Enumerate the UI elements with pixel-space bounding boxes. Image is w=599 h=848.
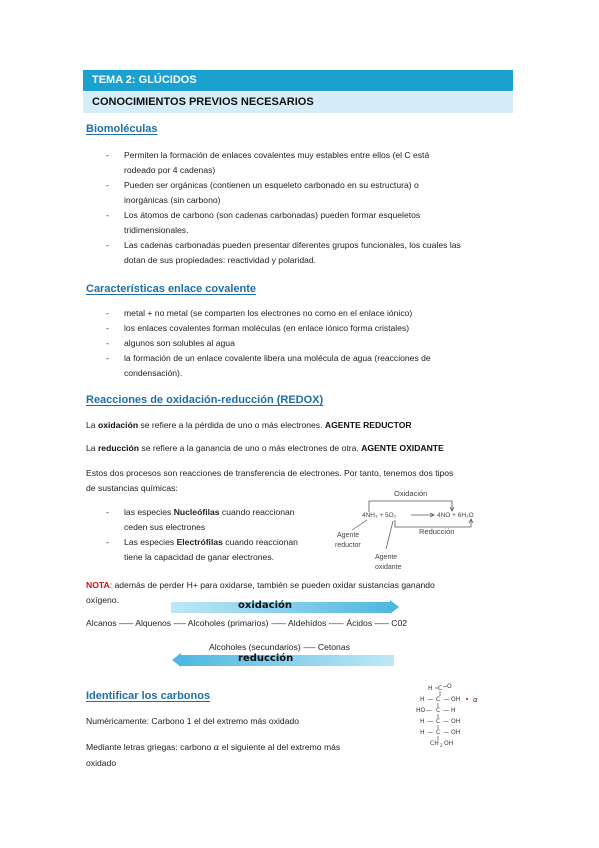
list-item: - las especies Nucleófilas cuando reaccionan ceden sus electrones	[106, 505, 331, 535]
section-title-carbonos: Identificar los carbonos	[86, 690, 211, 702]
oxidation-chain: Alcanos ––– Alquenos -–– Alcoholes (primarios) -––- Aldehídos -––- Ácidos ––– C02	[86, 618, 408, 628]
svg-text:C: C	[436, 707, 441, 714]
pointer-line	[386, 521, 393, 549]
griegas-paragraph: Mediante letras griegas: carbono α el siguiente al del extremo más oxidado	[86, 742, 341, 768]
list-item: - Las cadenas carbonadas pueden presentar diferentes grupos funcionales, los cuales las dotan de sus propiedades: reactividad y polaridad.	[106, 238, 516, 268]
alpha-label: α	[473, 696, 478, 704]
svg-text:—: —	[443, 696, 449, 703]
svg-text:C: C	[436, 718, 441, 725]
svg-text:—: —	[427, 718, 433, 725]
transferencia-paragraph: Estos dos procesos son reacciones de transferencia de electrones. Por tanto, tenemos dos tipos de sustancias químicas:	[86, 468, 454, 493]
list-item: - Las especies Electrófilas cuando reaccionan tiene la capacidad de ganar electrones.	[106, 535, 331, 565]
diagram-reactants: 4NH₃ + 5O₂	[362, 512, 397, 519]
section-title-biomoleculas: Biomoléculas	[86, 123, 158, 135]
svg-text:OH: OH	[451, 718, 461, 725]
numericamente-paragraph: Numéricamente: Carbono 1 el del extremo más oxidado	[86, 716, 300, 726]
reduction-bracket	[395, 520, 471, 527]
svg-text:O: O	[447, 683, 452, 690]
svg-text:—: —	[426, 707, 432, 714]
marker-dot-icon	[466, 698, 468, 700]
list-item: - Permiten la formación de enlaces covalentes muy estables entre ellos (el C está rodeado por 4 cadenas)	[106, 148, 516, 178]
svg-text:H: H	[420, 696, 425, 703]
reduccion-paragraph: La reducción se refiere a la ganancia de uno o más electrones de otra. AGENTE OXIDANTE	[86, 443, 444, 453]
diagram-agente-oxidante-2: oxidante	[375, 564, 402, 571]
svg-text:—: —	[443, 707, 449, 714]
oxidation-bracket	[369, 501, 452, 512]
nota-paragraph: NOTA: además de perder H+ para oxidarse, también se pueden oxidar sustancias ganando oxígeno.	[86, 580, 435, 605]
diagram-oxidacion-label: Oxidación	[394, 489, 428, 498]
svg-text:2: 2	[440, 743, 443, 748]
diagram-products: 4NO + 6H₂O	[437, 512, 474, 519]
oxidation-arrow-label: oxidación	[238, 600, 292, 611]
svg-text:HO: HO	[416, 707, 426, 714]
svg-text:C: C	[438, 685, 443, 692]
svg-text:—: —	[427, 696, 433, 703]
svg-text:—: —	[443, 718, 449, 725]
list-item: - la formación de un enlace covalente libera una molécula de agua (reacciones de condensación).	[106, 351, 516, 381]
topic-banner: TEMA 2: GLÚCIDOS	[83, 70, 513, 91]
svg-text:H: H	[420, 718, 425, 725]
arrow-right-icon	[390, 600, 399, 614]
diagram-agente-reductor-2: reductor	[335, 542, 361, 549]
list-item: - Pueden ser orgánicas (contienen un esqueleto carbonado en su estructura) o inorgánicas (sin carbono)	[106, 178, 516, 208]
biomoleculas-list	[106, 148, 516, 268]
svg-text:C: C	[436, 696, 441, 703]
svg-text:OH: OH	[451, 729, 461, 736]
diagram-reduccion-label: Reducción	[419, 527, 455, 536]
svg-text:CH: CH	[430, 740, 439, 747]
pointer-line	[352, 520, 367, 530]
diagram-agente-reductor-1: Agente	[337, 532, 360, 539]
svg-text:C: C	[436, 729, 441, 736]
svg-text:—: —	[427, 729, 433, 736]
svg-text:—: —	[443, 729, 449, 736]
diagram-agente-oxidante-1: Agente	[375, 554, 398, 561]
oxidacion-paragraph: La oxidación se refiere a la pérdida de uno o más electrones. AGENTE REDUCTOR	[86, 420, 412, 430]
arrow-left-icon	[172, 653, 181, 667]
list-item: - los enlaces covalentes forman moléculas (en enlace iónico forma cristales)	[106, 321, 516, 336]
svg-text:OH: OH	[451, 696, 461, 703]
glucose-structure-icon	[414, 683, 494, 755]
list-item: - algunos son solubles al agua	[106, 336, 516, 351]
list-item: - metal + no metal (se comparten los electrones no como en el enlace iónico)	[106, 306, 516, 321]
reduction-chain: Alcoholes (secundarios) -–– Cetonas	[209, 642, 350, 652]
section-title-enlace: Características enlace covalente	[86, 283, 256, 295]
subtitle-banner: CONOCIMIENTOS PREVIOS NECESARIOS	[83, 92, 513, 113]
redox-diagram	[331, 486, 491, 572]
svg-text:OH: OH	[444, 740, 454, 747]
svg-text:H: H	[451, 707, 456, 714]
list-item: - Los átomos de carbono (son cadenas carbonadas) pueden formar esqueletos tridimensionales.	[106, 208, 516, 238]
svg-text:H: H	[420, 729, 425, 736]
section-title-redox: Reacciones de oxidación-reducción (REDOX)	[86, 394, 324, 406]
enlace-list	[106, 306, 516, 381]
species-list	[106, 505, 331, 565]
reduction-arrow-label: reducción	[238, 653, 294, 664]
svg-text:H: H	[428, 685, 433, 692]
